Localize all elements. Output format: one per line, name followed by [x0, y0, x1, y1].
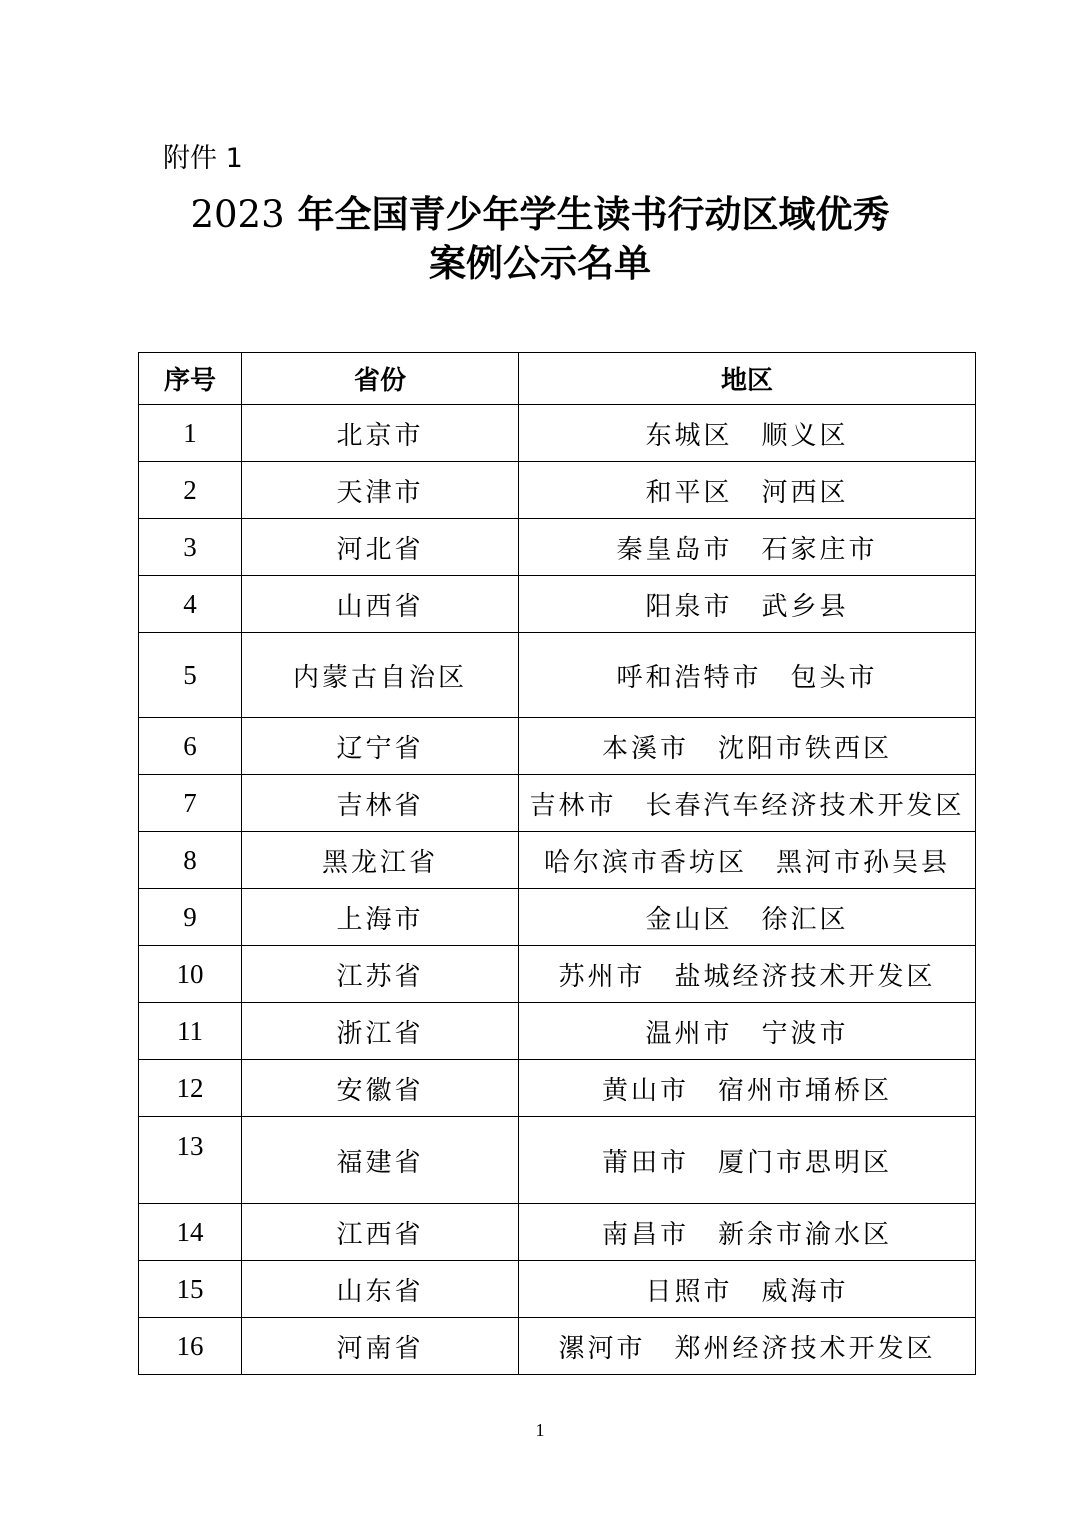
row-regions: 秦皇岛市 石家庄市 [519, 519, 976, 576]
row-regions: 阳泉市 武乡县 [519, 576, 976, 633]
row-province: 内蒙古自治区 [242, 633, 519, 718]
table-row [139, 1204, 976, 1261]
table-row [139, 1060, 976, 1117]
table-header-row [139, 353, 976, 405]
row-province: 福建省 [242, 1117, 519, 1204]
row-index: 15 [139, 1261, 242, 1318]
row-index: 5 [139, 633, 242, 718]
row-province: 天津市 [242, 462, 519, 519]
row-regions: 本溪市 沈阳市铁西区 [519, 718, 976, 775]
row-index: 12 [139, 1060, 242, 1117]
row-regions: 漯河市 郑州经济技术开发区 [519, 1318, 976, 1375]
row-regions: 南昌市 新余市渝水区 [519, 1204, 976, 1261]
row-regions: 苏州市 盐城经济技术开发区 [519, 946, 976, 1003]
row-province: 浙江省 [242, 1003, 519, 1060]
row-regions: 温州市 宁波市 [519, 1003, 976, 1060]
title-year: 2023 [190, 193, 285, 236]
row-index: 1 [139, 405, 242, 462]
row-index: 9 [139, 889, 242, 946]
document-title-line-1 [0, 191, 1080, 239]
row-province: 江苏省 [242, 946, 519, 1003]
row-regions: 东城区 顺义区 [519, 405, 976, 462]
row-index: 3 [139, 519, 242, 576]
row-index: 16 [139, 1318, 242, 1375]
table-row [139, 519, 976, 576]
row-index: 14 [139, 1204, 242, 1261]
row-index: 13 [139, 1117, 242, 1204]
row-index: 6 [139, 718, 242, 775]
row-province: 北京市 [242, 405, 519, 462]
row-regions: 吉林市 长春汽车经济技术开发区 [519, 775, 976, 832]
row-regions: 呼和浩特市 包头市 [519, 633, 976, 718]
row-province: 河北省 [242, 519, 519, 576]
table-row [139, 633, 976, 718]
table-row [139, 946, 976, 1003]
row-regions: 莆田市 厦门市思明区 [519, 1117, 976, 1204]
table-row [139, 718, 976, 775]
table-row [139, 832, 976, 889]
row-index: 2 [139, 462, 242, 519]
row-province: 安徽省 [242, 1060, 519, 1117]
row-regions: 金山区 徐汇区 [519, 889, 976, 946]
row-province: 山东省 [242, 1261, 519, 1318]
row-regions: 日照市 威海市 [519, 1261, 976, 1318]
row-province: 山西省 [242, 576, 519, 633]
table-row [139, 889, 976, 946]
table-row [139, 1117, 976, 1204]
row-index: 11 [139, 1003, 242, 1060]
row-province: 辽宁省 [242, 718, 519, 775]
row-regions: 哈尔滨市香坊区 黑河市孙吴县 [519, 832, 976, 889]
row-index: 8 [139, 832, 242, 889]
row-province: 黑龙江省 [242, 832, 519, 889]
header-region: 地区 [519, 353, 976, 405]
table-row [139, 775, 976, 832]
page-number: 1 [535, 1420, 545, 1440]
row-province: 江西省 [242, 1204, 519, 1261]
row-province: 吉林省 [242, 775, 519, 832]
row-province: 上海市 [242, 889, 519, 946]
table-row [139, 405, 976, 462]
row-regions: 黄山市 宿州市埇桥区 [519, 1060, 976, 1117]
row-province: 河南省 [242, 1318, 519, 1375]
title-line-1-text: 年全国青少年学生读书行动区域优秀 [284, 193, 890, 236]
regions-table [138, 352, 976, 1375]
row-regions: 和平区 河西区 [519, 462, 976, 519]
table-row [139, 462, 976, 519]
row-index: 4 [139, 576, 242, 633]
attachment-label: 附件 1 [163, 143, 243, 174]
table-row [139, 1003, 976, 1060]
header-index: 序号 [139, 353, 242, 405]
document-title-line-2: 案例公示名单 [429, 242, 651, 285]
table-row [139, 1318, 976, 1375]
row-index: 7 [139, 775, 242, 832]
table-row [139, 576, 976, 633]
row-index: 10 [139, 946, 242, 1003]
header-province: 省份 [242, 353, 519, 405]
table-row [139, 1261, 976, 1318]
